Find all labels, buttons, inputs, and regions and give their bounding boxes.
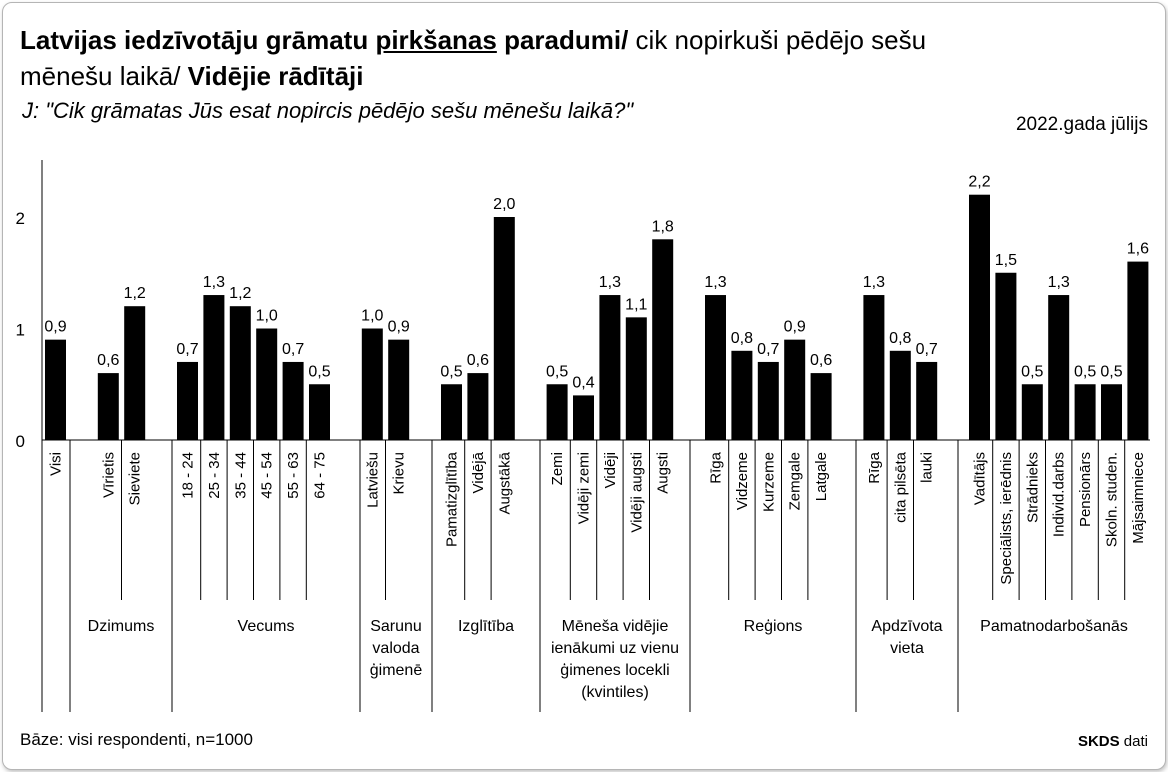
data-label: 1,3: [598, 274, 622, 292]
bar: [890, 351, 911, 440]
category-label: Pamatizglītība: [443, 452, 461, 548]
bar: [388, 340, 409, 440]
bar: [45, 340, 66, 440]
source-note: [1078, 733, 1148, 750]
data-label: 1,3: [202, 274, 226, 292]
group-label: Izglītība: [457, 618, 515, 635]
category-label: Vidēji zemi: [575, 452, 593, 525]
category-label: Sieviete: [126, 452, 144, 506]
data-label: 0,8: [889, 329, 912, 347]
category-label: Zemi: [549, 452, 567, 486]
category-label: Visi: [47, 452, 65, 476]
bar: [362, 329, 383, 441]
bar: [652, 239, 673, 440]
category-label: Pensionārs: [1077, 452, 1095, 528]
category-label: Mājsaimniece: [1129, 452, 1147, 544]
group-label: Dzimums: [87, 618, 155, 635]
data-label: 0,7: [281, 340, 305, 358]
bar: [1075, 384, 1096, 440]
data-label: 1,2: [229, 285, 252, 303]
category-label: Zemgale: [786, 452, 804, 511]
bar: [1127, 262, 1148, 440]
data-label: 1,8: [651, 218, 674, 236]
category-label: Vīrietis: [100, 452, 118, 498]
bar: [758, 362, 779, 440]
category-label: Vidzeme: [733, 452, 751, 511]
data-label: 0,9: [44, 318, 67, 336]
bar: [916, 362, 937, 440]
bar: [256, 329, 277, 441]
bar: [177, 362, 198, 440]
source-text: dati: [1119, 733, 1148, 750]
group-label: (kvintiles): [581, 684, 649, 701]
category-label: Krievu: [390, 452, 408, 495]
category-label: lauki: [918, 452, 936, 483]
category-label: Vidējā: [469, 452, 487, 494]
bar: [784, 340, 805, 440]
category-label: Vidēji: [601, 452, 619, 489]
category-label: 64 - 75: [311, 452, 329, 499]
data-label: 0,4: [572, 374, 595, 392]
bar: [1022, 384, 1043, 440]
bar: [969, 195, 990, 440]
bar: [811, 373, 832, 440]
data-label: 0,5: [308, 363, 331, 381]
category-label: Augsti: [654, 452, 672, 494]
category-label: 18 - 24: [179, 452, 197, 499]
group-label: ģimenes locekli: [560, 662, 670, 679]
data-label: 1,6: [1126, 240, 1150, 258]
data-label: 2,2: [968, 173, 991, 191]
group-label: Sarunu: [370, 618, 422, 635]
data-label: 1,0: [255, 307, 278, 325]
bar: [863, 295, 884, 440]
y-tick-label: 0: [15, 432, 25, 451]
group-label: Pamatnodarbošanās: [980, 618, 1128, 635]
source-brand: SKDS: [1077, 733, 1120, 750]
bar: [995, 273, 1016, 440]
bar: [573, 395, 594, 440]
bar: [309, 384, 330, 440]
category-label: Kurzeme: [760, 452, 778, 513]
survey-question: J: "Cik grāmatas Jūs esat nopircis pēdējo sešu mēnešu laikā?": [22, 98, 634, 123]
data-label: 1,5: [994, 251, 1018, 269]
bar: [230, 306, 251, 440]
category-label: Rīga: [865, 452, 883, 484]
y-tick-label: 2: [15, 209, 25, 228]
category-label: Strādnieks: [1024, 452, 1042, 523]
data-label: 0,6: [97, 352, 120, 370]
category-label: Vadītājs: [971, 452, 989, 506]
data-label: 0,6: [466, 352, 490, 370]
data-label: 1,3: [862, 274, 886, 292]
group-label: Apdzīvota: [871, 618, 943, 635]
bar: [467, 373, 488, 440]
group-label: Mēneša vidējie: [561, 618, 669, 635]
bar: [124, 306, 145, 440]
title-bold-part-a: Latvijas iedzīvotāju grāmatu: [20, 25, 376, 55]
group-label: Vecums: [237, 618, 295, 635]
bar: [283, 362, 304, 440]
data-label: 0,7: [176, 340, 199, 358]
bar: [1048, 295, 1069, 440]
category-label: Augstākā: [496, 452, 514, 515]
data-label: 0,5: [1021, 363, 1044, 381]
group-label: vieta: [890, 640, 924, 657]
sample-base-note: Bāze: visi respondenti, n=1000: [20, 730, 253, 749]
data-label: 2,0: [493, 196, 516, 213]
data-label: 1,3: [704, 274, 727, 292]
category-label: cita pilsēta: [892, 452, 910, 523]
title-line2-bold: Vidējie rādītāji: [187, 61, 364, 91]
category-label: Rīga: [707, 452, 725, 484]
data-label: 0,5: [545, 363, 569, 381]
data-label: 0,7: [915, 340, 938, 358]
group-label: valoda: [372, 640, 420, 657]
data-label: 0,8: [730, 329, 754, 347]
data-label: 0,6: [809, 352, 833, 370]
category-label: 55 - 63: [285, 452, 303, 499]
bar: [1101, 384, 1122, 440]
category-label: Individ.darbs: [1050, 452, 1068, 538]
category-label: Vidēji augsti: [628, 452, 646, 533]
category-label: Latviešu: [364, 452, 382, 508]
data-label: 0,5: [440, 363, 463, 381]
group-label: Reģions: [743, 618, 803, 635]
bar: [441, 384, 462, 440]
data-label: 1,0: [361, 307, 384, 325]
title-underlined-word: pirkšanas: [375, 25, 497, 55]
bar: [98, 373, 119, 440]
data-label: 0,5: [1073, 363, 1097, 381]
category-label: 45 - 54: [258, 452, 276, 499]
category-label: 35 - 44: [232, 452, 250, 499]
data-label: 0,9: [783, 318, 806, 336]
bar: [705, 295, 726, 440]
data-label: 0,9: [387, 318, 410, 336]
bar: [626, 317, 647, 440]
group-label: ienākumi uz vienu: [550, 640, 680, 657]
survey-date: 2022.gada jūlijs: [1015, 114, 1148, 135]
category-label: 25 - 34: [205, 452, 223, 499]
title-line2-regular: mēnešu laikā/: [20, 61, 188, 91]
category-label: Latgale: [813, 452, 831, 502]
y-tick-label: 1: [15, 320, 25, 340]
category-label: Speciālists, ierēdnis: [997, 452, 1015, 585]
title-regular-part: cik nopirkuši pēdējo sešu: [628, 25, 927, 55]
data-label: 1,3: [1047, 274, 1070, 292]
data-label: 1,2: [123, 285, 146, 303]
category-label: Skoln. studen.: [1103, 452, 1121, 548]
title-bold-part-b: paradumi/: [496, 25, 629, 55]
data-label: 1,1: [625, 296, 648, 314]
data-label: 0,5: [1100, 363, 1123, 381]
group-label: ģimenē: [369, 662, 423, 679]
bar: [547, 384, 568, 440]
bar: [203, 295, 224, 440]
bar: [494, 217, 515, 440]
bar: [731, 351, 752, 440]
bar: [599, 295, 620, 440]
data-label: 0,7: [757, 340, 780, 358]
